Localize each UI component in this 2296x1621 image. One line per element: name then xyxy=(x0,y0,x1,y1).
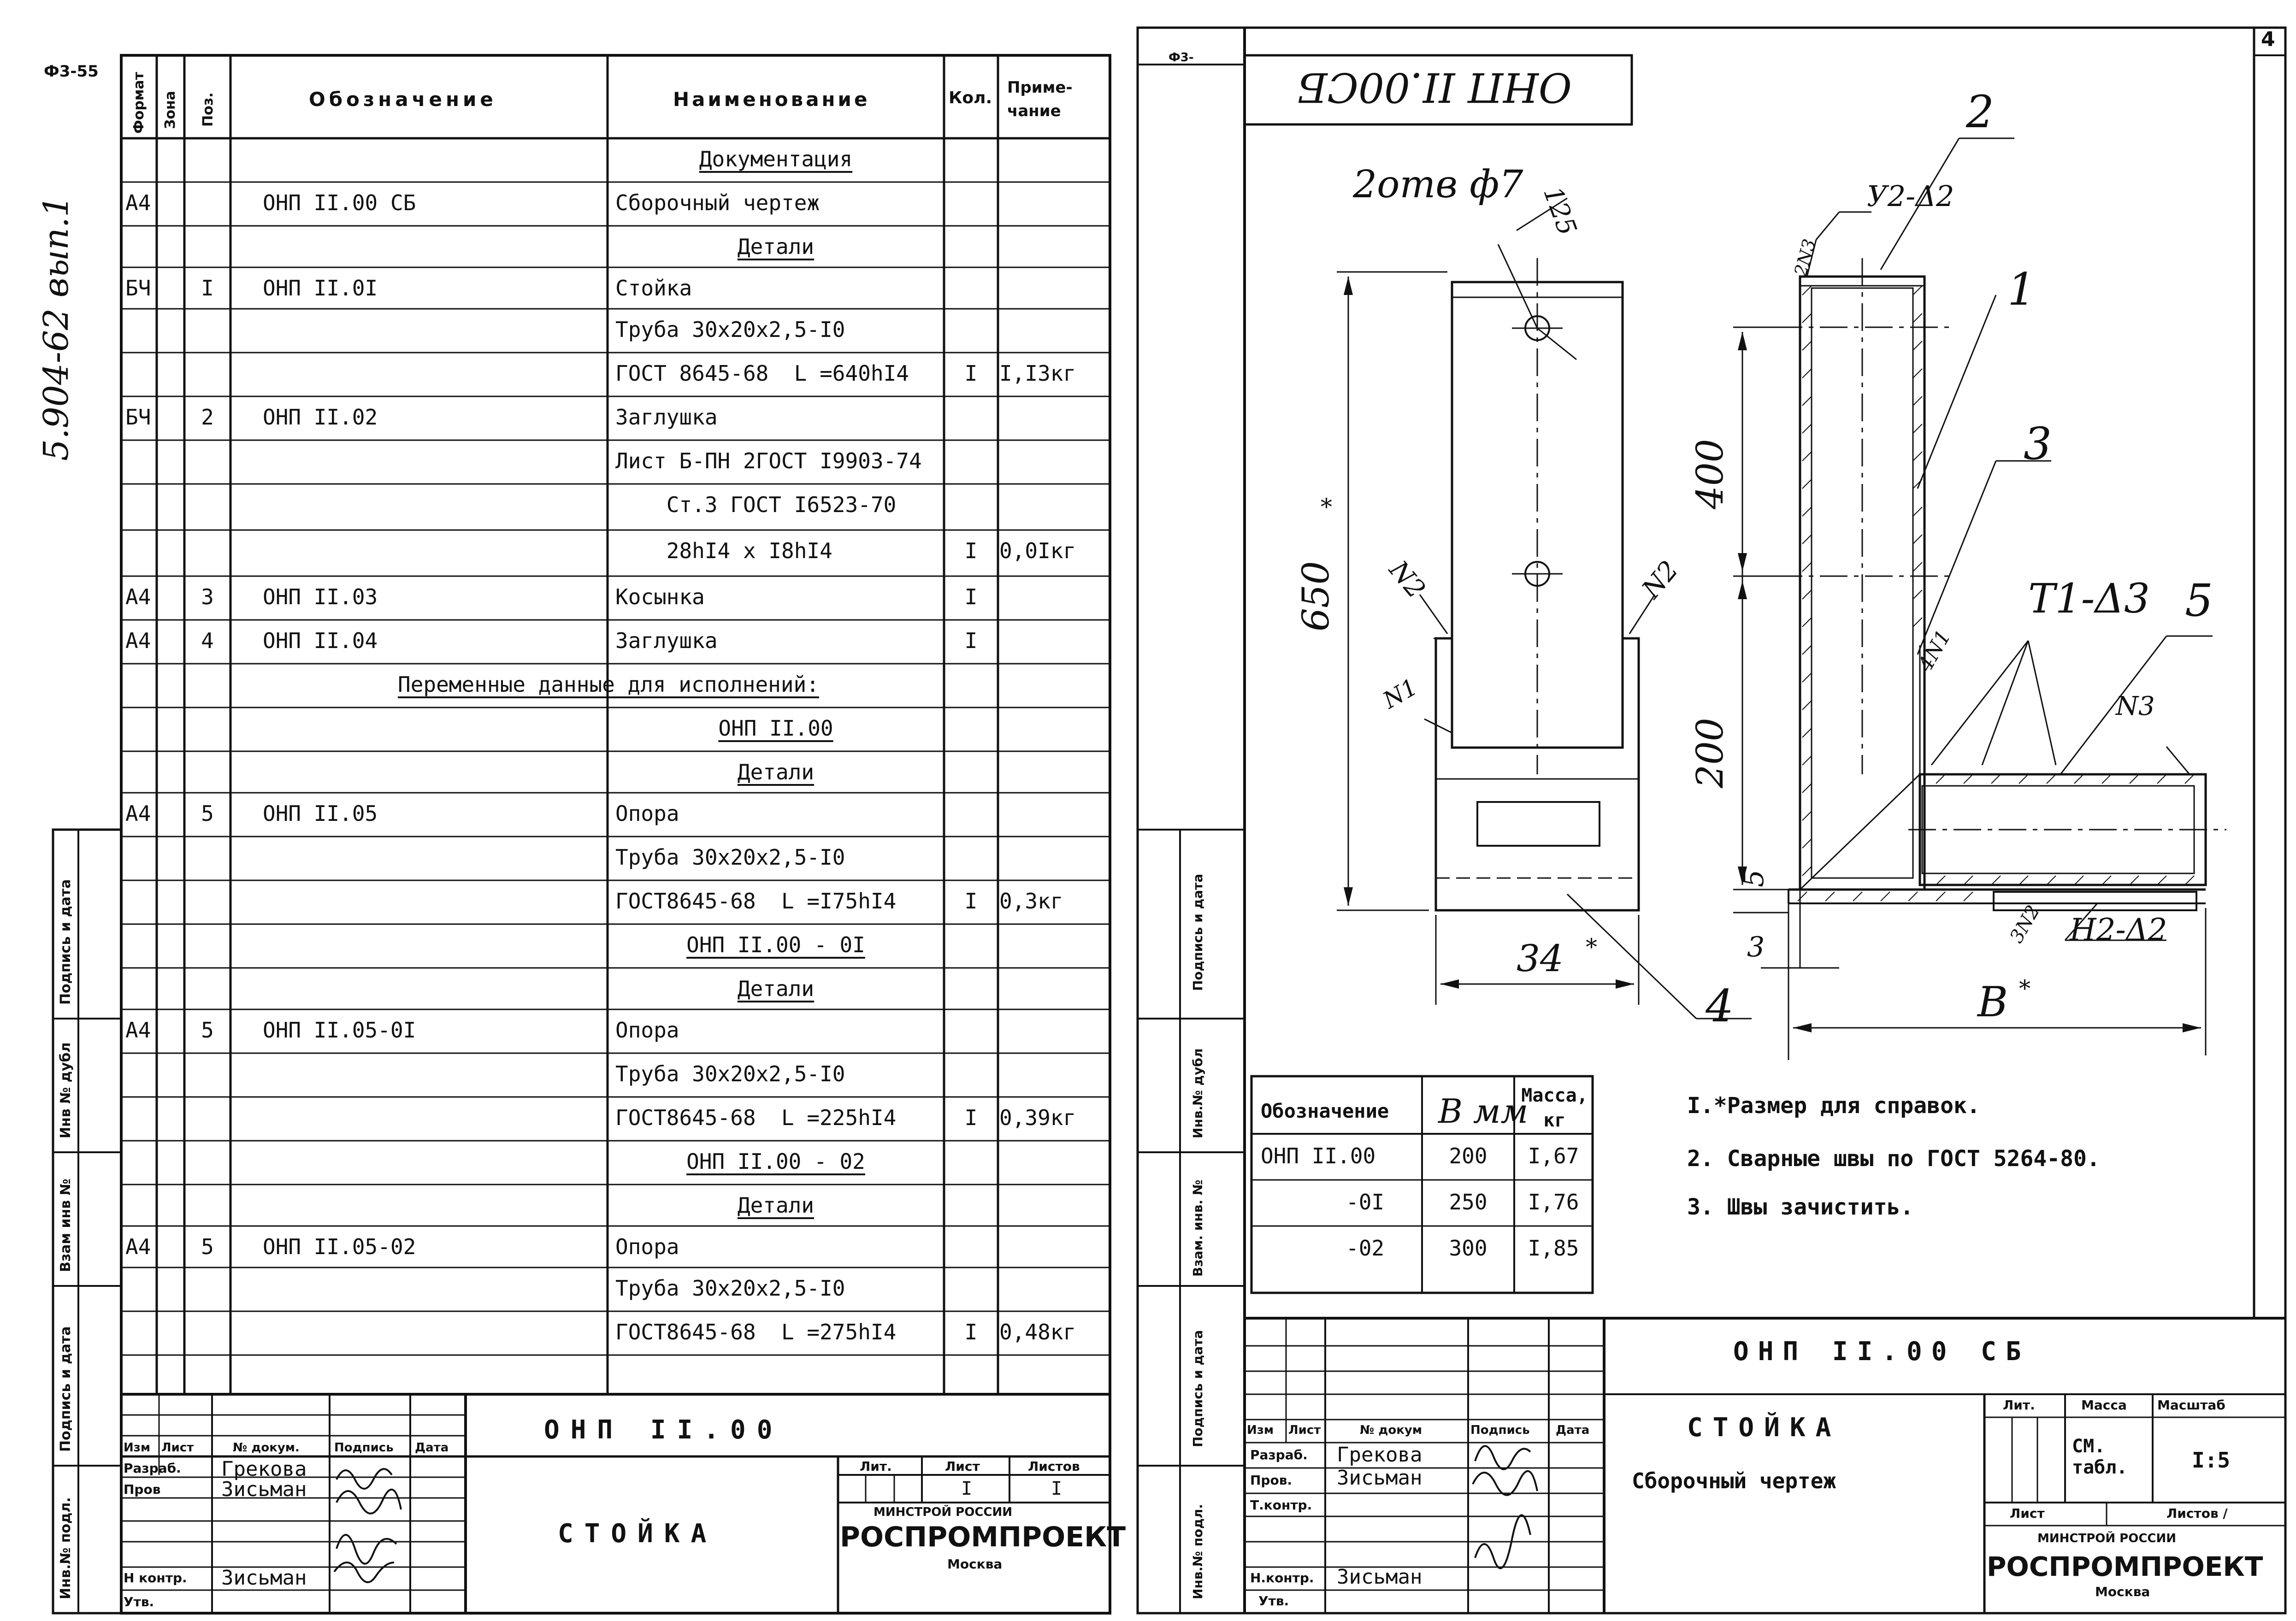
row-section-title: ОНП II.00 - 02 xyxy=(686,1149,865,1174)
row-format: БЧ xyxy=(125,276,151,301)
header-pos: Поз. xyxy=(200,92,216,127)
left-person-developer: Грекова xyxy=(221,1457,307,1481)
row-qty: I xyxy=(964,584,978,609)
row-name: ГОСТ8645-68 L =I75hI4 xyxy=(615,889,897,914)
right-title-name: СТОЙКА xyxy=(1687,1413,1842,1443)
mirrored-stamp: ОНП II.00СБ xyxy=(1297,64,1572,111)
row-format: А4 xyxy=(125,584,151,609)
left-sheets-label: Листов xyxy=(1028,1459,1080,1474)
row-name: Заглушка xyxy=(615,405,718,430)
row-designation: ОНП II.05-02 xyxy=(263,1234,416,1259)
right-col-sheet: Лист xyxy=(1288,1423,1321,1437)
variants-header-designation: Обозначение xyxy=(1261,1100,1389,1122)
header-format: Формат xyxy=(131,72,147,134)
variants-header-mass: Масса, кг xyxy=(1521,1085,1588,1131)
weld-label-t1: Т1-Δ3 xyxy=(2028,575,2150,622)
angle-label: 125 xyxy=(1537,183,1582,240)
right-col-date: Дата xyxy=(1556,1423,1590,1437)
row-name: Заглушка xyxy=(615,628,718,653)
right-mass-value: СМ. табл. xyxy=(2072,1436,2128,1478)
left-sheets-value: I xyxy=(1051,1478,1062,1499)
sheet-number: 4 xyxy=(2261,28,2275,51)
left-sheet-value: I xyxy=(961,1478,973,1499)
right-person-norm-control: Зисьман xyxy=(1337,1565,1422,1589)
note-3: 3. Швы зачистить. xyxy=(1687,1194,1914,1220)
left-role-approved: Утв. xyxy=(124,1594,154,1609)
right-role-checked: Пров. xyxy=(1250,1473,1293,1488)
left-sheet-label: Лист xyxy=(945,1459,980,1474)
right-person-checked: Зисьман xyxy=(1337,1466,1422,1490)
row-name: Стойка xyxy=(615,276,692,301)
row-qty: I xyxy=(964,889,978,914)
row-name: Переменные данные для исполнений: xyxy=(398,672,819,697)
row-format: А4 xyxy=(125,190,151,215)
left-col-doc: № докум. xyxy=(233,1441,300,1455)
right-person-developer: Грекова xyxy=(1337,1443,1422,1467)
row-designation: ОНП II.03 xyxy=(263,584,378,609)
right-scale-value: I:5 xyxy=(2192,1448,2231,1473)
row-designation: ОНП II.04 xyxy=(263,628,378,653)
left-side-label-original-inv: Инв.№ подл. xyxy=(58,1497,74,1599)
row-name: Опора xyxy=(615,801,679,826)
series-number: 5.904-62 вып.1 xyxy=(36,195,76,461)
row-note: 0,39кг xyxy=(999,1105,1076,1130)
row-section-title: Детали xyxy=(737,1193,815,1218)
row-name: Труба 30х20х2,5-I0 xyxy=(615,317,845,342)
row-qty: I xyxy=(964,538,978,563)
variant-b-value: 300 xyxy=(1449,1236,1487,1261)
row-format: А4 xyxy=(125,628,151,653)
row-designation: ОНП II.05-0I xyxy=(263,1018,416,1043)
row-name: ГОСТ8645-68 L =275hI4 xyxy=(615,1320,897,1344)
row-name: Косынка xyxy=(615,584,705,609)
row-section-title: Детали xyxy=(737,234,815,259)
row-name: Труба 30х20х2,5-I0 xyxy=(615,1061,845,1086)
right-lit-label: Лит. xyxy=(2003,1397,2035,1413)
note-1: I.*Размер для справок. xyxy=(1687,1093,1980,1119)
right-format-code: Ф3- xyxy=(1169,51,1194,65)
right-side-label-original-inv: Инв.№ подл. xyxy=(1190,1504,1205,1599)
row-format: А4 xyxy=(125,1234,151,1259)
weld-label-u2: У2-Δ2 xyxy=(1867,179,1954,213)
row-format: А4 xyxy=(125,1018,151,1043)
left-side-label-sign-date: Подпись и дата xyxy=(58,879,74,1005)
header-zone: Зона xyxy=(162,91,178,129)
dim-3: 3 xyxy=(1747,931,1765,963)
header-designation: Обозначение xyxy=(309,88,497,111)
weld-mark-4n1: 4N1 xyxy=(1913,626,1956,676)
row-designation: ОНП II.02 xyxy=(263,405,378,430)
dim-34-star: * xyxy=(1586,934,1597,961)
dim-b-star: * xyxy=(2019,975,2030,1002)
row-note: 0,48кг xyxy=(999,1320,1076,1344)
row-pos: 5 xyxy=(201,1234,214,1259)
right-sheets-label: Листов / xyxy=(2166,1506,2228,1521)
row-qty: I xyxy=(964,1320,978,1344)
row-name: ГОСТ 8645-68 L =640hI4 xyxy=(615,361,909,386)
variants-header-b: B мм xyxy=(1438,1092,1529,1131)
variant-mass: I,76 xyxy=(1528,1190,1579,1214)
right-org: РОСПРОМПРОЕКТ xyxy=(1987,1551,2263,1582)
variant-designation: -0I xyxy=(1346,1190,1385,1214)
row-qty: I xyxy=(964,628,978,653)
variant-b-value: 200 xyxy=(1449,1144,1487,1168)
left-org: РОСПРОМПРОЕКТ xyxy=(840,1521,1126,1553)
row-name: Труба 30х20х2,5-I0 xyxy=(615,1276,845,1301)
row-name: ГОСТ8645-68 L =225hI4 xyxy=(615,1105,897,1130)
left-col-change: Изм xyxy=(124,1441,151,1455)
weld-mark-3n2: 3N2 xyxy=(2006,902,2044,947)
left-person-norm-control: Зисьман xyxy=(221,1566,307,1590)
right-role-norm-control: Н.контр. xyxy=(1250,1570,1314,1586)
weld-mark-n2-left: N2 xyxy=(1383,555,1431,604)
right-mass-label: Масса xyxy=(2081,1397,2127,1413)
row-section-title: ОНП II.00 - 0I xyxy=(686,932,865,957)
callout-4: 4 xyxy=(1706,980,1734,1032)
right-city: Москва xyxy=(2095,1584,2150,1599)
callout-1: 1 xyxy=(2007,264,2036,315)
right-role-developer: Разраб. xyxy=(1250,1447,1308,1462)
row-name: 28hI4 х I8hI4 xyxy=(615,538,832,563)
left-side-label-sign-date-2: Подпись и дата xyxy=(58,1326,74,1452)
row-name: Ст.3 ГОСТ I6523-70 xyxy=(615,492,897,517)
variant-b-value: 250 xyxy=(1449,1190,1487,1214)
left-city: Москва xyxy=(947,1556,1003,1572)
left-role-checked: Пров xyxy=(124,1482,161,1497)
row-designation: ОНП II.00 СБ xyxy=(263,190,416,215)
left-lit-label: Лит. xyxy=(860,1459,892,1474)
left-col-sheet: Лист xyxy=(161,1441,194,1455)
variant-designation: ОНП II.00 xyxy=(1261,1144,1376,1168)
row-pos: 3 xyxy=(201,584,214,609)
callout-2: 2 xyxy=(1966,86,1995,138)
row-qty: I xyxy=(964,1105,978,1130)
row-pos: 5 xyxy=(201,801,214,826)
dim-b: B xyxy=(1977,978,2008,1026)
row-qty: I xyxy=(964,361,978,386)
row-name: Лист Б-ПН 2ГОСТ I9903-74 xyxy=(615,448,922,473)
row-format: БЧ xyxy=(125,405,151,430)
left-side-label-dup-inv: Инв № дубл xyxy=(58,1042,74,1138)
right-ministry: МИНСТРОЙ РОССИИ xyxy=(2037,1532,2177,1545)
dim-650: 650 xyxy=(1294,561,1337,631)
left-side-label-replace-inv: Взам инв № xyxy=(58,1179,74,1272)
row-designation: ОНП II.05 xyxy=(263,801,378,826)
weld-mark-n1: N1 xyxy=(1378,673,1422,714)
left-role-norm-control: Н контр. xyxy=(124,1570,187,1586)
weld-label-h2: Н2-Δ2 xyxy=(2070,912,2167,948)
header-qty: Кол. xyxy=(949,88,992,107)
row-name: Сборочный чертеж xyxy=(615,190,820,215)
header-note: Приме- чание xyxy=(1007,78,1073,120)
row-note: I,I3кг xyxy=(999,361,1076,386)
row-section-title: Документация xyxy=(699,147,853,171)
weld-mark-n3: N3 xyxy=(2116,691,2155,721)
left-col-date: Дата xyxy=(415,1441,449,1455)
left-role-developer: Разраб. xyxy=(124,1461,181,1476)
row-section-title: Детали xyxy=(737,760,815,784)
left-person-checked: Зисьман xyxy=(221,1478,307,1501)
right-title-designation: ОНП II.00 СБ xyxy=(1733,1337,2030,1367)
variant-mass: I,85 xyxy=(1528,1236,1579,1261)
left-col-signature: Подпись xyxy=(334,1441,394,1455)
row-name: Труба 30х20х2,5-I0 xyxy=(615,845,845,870)
row-section-title: ОНП II.00 xyxy=(718,716,833,741)
note-2: 2. Сварные швы по ГОСТ 5264-80. xyxy=(1687,1146,2100,1172)
holes-label: 2отв ф7 xyxy=(1353,163,1523,206)
row-name: Опора xyxy=(615,1234,679,1259)
weld-mark-2n3: 2N3 xyxy=(1790,236,1820,279)
right-scale-label: Масштаб xyxy=(2157,1397,2225,1413)
left-ministry: МИНСТРОЙ РОССИИ xyxy=(874,1505,1013,1519)
dim-400: 400 xyxy=(1688,439,1731,509)
right-col-signature: Подпись xyxy=(1470,1423,1530,1437)
right-side-label-sign-date: Подпись и дата xyxy=(1190,873,1205,991)
right-col-change: Изм xyxy=(1247,1423,1274,1437)
right-title-subtitle: Сборочный чертеж xyxy=(1632,1468,1836,1493)
row-note: 0,3кг xyxy=(999,889,1063,914)
dim-650-star: * xyxy=(1321,494,1332,520)
left-title-name: СТОЙКА xyxy=(558,1519,718,1549)
row-name: Опора xyxy=(615,1018,679,1043)
callout-5: 5 xyxy=(2185,575,2213,626)
weld-mark-n2-right: N2 xyxy=(1636,555,1685,604)
right-role-approved: Утв. xyxy=(1258,1593,1289,1609)
row-pos: I xyxy=(201,276,214,301)
row-pos: 2 xyxy=(201,405,214,430)
row-pos: 4 xyxy=(201,628,214,653)
dim-5: 5 xyxy=(1738,869,1770,887)
right-sheet-label: Лист xyxy=(2010,1506,2045,1521)
callout-3: 3 xyxy=(2024,418,2052,470)
variant-mass: I,67 xyxy=(1528,1144,1579,1168)
dim-200: 200 xyxy=(1688,718,1731,788)
row-note: 0,0Iкг xyxy=(999,538,1076,563)
dim-34: 34 xyxy=(1517,937,1564,980)
right-role-tech-control: Т.контр. xyxy=(1250,1497,1312,1513)
row-designation: ОНП II.0I xyxy=(263,276,378,301)
row-pos: 5 xyxy=(201,1018,214,1043)
header-name: Наименование xyxy=(673,88,870,111)
right-side-label-replace-inv: Взам. инв. № xyxy=(1190,1179,1205,1277)
front-view xyxy=(1337,198,1752,1019)
left-title-designation: ОНП II.00 xyxy=(544,1415,784,1445)
right-col-doc: № докум xyxy=(1360,1423,1422,1437)
left-format-code: Ф3-55 xyxy=(44,62,99,81)
row-format: А4 xyxy=(125,801,151,826)
right-side-label-dup-inv: Инв.№ дубл xyxy=(1190,1048,1205,1138)
row-section-title: Детали xyxy=(737,976,815,1001)
variant-designation: -02 xyxy=(1346,1236,1385,1261)
right-side-label-sign-date-2: Подпись и дата xyxy=(1190,1330,1205,1447)
